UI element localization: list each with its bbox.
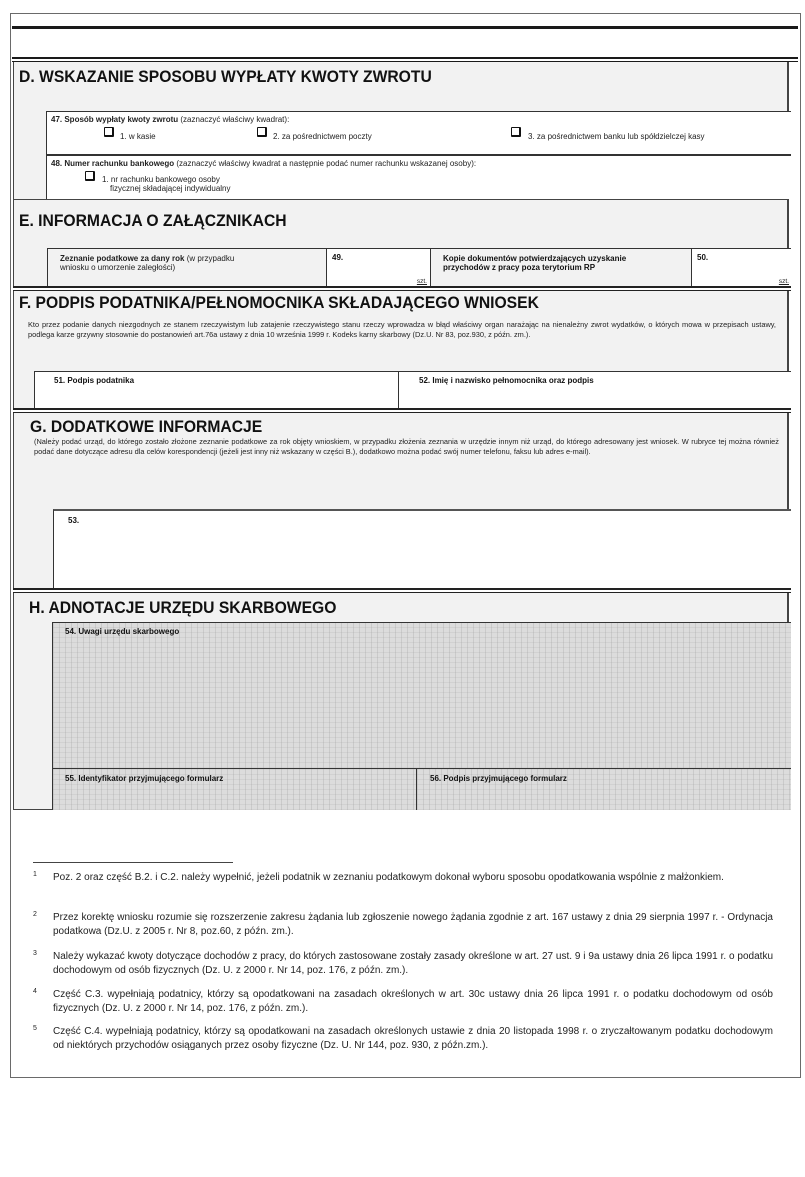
section-f-warning: Kto przez podanie danych niezgodnych ze stanem rzeczywistym lub zatajenie rzeczywistego stanu rzeczy wprowadza w błąd właściwy organ narażając na nienależny zwrot wydatków, o których mowa w przepisach ustawy, podlega karze grzywny stosownie do postanowień art.76a ustawy z dnia 10 września 1999 r. Kodeks karny skarbowy (Dz.U. Nr 83, poz.930, z późn. zm.). [28,320,776,339]
attachment-tax-return-bold: Zeznanie podatkowe za dany rok [60,254,185,263]
footnote-4-number: 4 [33,988,37,995]
field-51-taxpayer-signature[interactable] [35,372,399,409]
field-49-unit: szt. [416,278,427,285]
option-individual-account-line1: 1. nr rachunku bankowego osoby [102,175,220,184]
footnote-5-text: Część C.4. wypełniają podatnicy, którzy są opodatkowani na zasadach określonych ustawie z dnia 20 listopada 1998 r. o zryczałtowanym podatku dochodowym od niektórych przychodów osiąganych przez osoby fizyczne (Dz. U. Nr 144, poz. 930, z późn.zm.). [53,1026,773,1051]
section-f [13,291,789,409]
footnote-3-text: Należy wykazać kwoty dotyczące dochodów z pracy, do których zastosowane zostały zasady określone w art. 27 ust. 9 i 9a ustawy dnia 26 lipca 1991 r. o podatku dochodowym od osób fizycznych (Dz. U. z 2000 r. Nr 14, poz. 176, z późn. zm.). [53,951,773,976]
field-48-label-hint: (zaznaczyć właściwy kwadrat a następnie podać numer rachunku wskazanej osoby): [176,159,477,168]
footnote-5-number: 5 [33,1025,37,1032]
field-50-unit: szt. [778,278,789,285]
section-g [13,413,789,588]
footnote-1-number: 1 [33,871,37,878]
section-e-title: E. INFORMACJA O ZAŁĄCZNIKACH [19,212,287,230]
field-52-label: 52. Imię i nazwisko pełnomocnika oraz podpis [419,376,594,385]
footnote-3-number: 3 [33,950,37,957]
top-rule-2 [12,57,798,59]
attachment-foreign-income-line1: Kopie dokumentów potwierdzających uzyskanie [443,254,627,263]
field-55-receiver-id [52,769,417,810]
option-bank-label: 3. za pośrednictwem banku lub spółdzielczej kasy [528,132,705,141]
field-47-label-bold: 47. Sposób wypłaty kwoty zwrotu [51,115,179,124]
checkbox-cash[interactable] [104,127,114,137]
attachments-table [47,248,791,287]
attachment-foreign-income-label [431,249,692,287]
footnote-2-number: 2 [33,911,37,918]
field-56-receiver-signature [417,769,791,810]
signature-table [34,371,791,409]
field-55-label: 55. Identyfikator przyjmującego formularz [65,774,224,783]
field-50-count[interactable] [692,249,792,287]
checkbox-individual-account[interactable] [85,171,95,181]
field-47-label-hint: (zaznaczyć właściwy kwadrat): [180,115,290,124]
field-51-label: 51. Podpis podatnika [54,376,135,385]
field-54-tax-office-remarks [52,622,791,769]
section-g-title: G. DODATKOWE INFORMACJE [30,418,263,436]
field-49-count[interactable] [327,249,431,287]
field-48-label-bold: 48. Numer rachunku bankowego [51,159,175,168]
attachment-foreign-income-line2: przychodów z pracy poza terytorium RP [443,263,596,272]
attachment-tax-return-hint: (w przypadku [186,254,235,263]
checkbox-bank[interactable] [511,127,521,137]
top-rule [12,26,798,29]
option-cash-label: 1. w kasie [120,132,156,141]
field-56-label: 56. Podpis przyjmującego formularz [430,774,567,783]
field-47-payment-method [46,111,791,155]
attachment-tax-return-line2: wniosku o umorzenie zaległości) [60,263,176,272]
footnote-4-text: Część C.3. wypełniają podatnicy, którzy są opodatkowani na zasadach określonych w art. 30c ustawy dnia 26 lipca 1991 r. o podatku dochodowym od osób fizycznych (Dz. U. z 2000 r. Nr 14, poz. 176, z późn. zm.). [53,989,773,1014]
field-50-label: 50. [697,253,709,262]
attachment-tax-return-label [48,249,327,287]
footnote-1-text: Poz. 2 oraz część B.2. i C.2. należy wypełnić, jeżeli podatnik w zeznaniu podatkowym dokonał wyboru sposobu opodatkowania wspólnie z małżonkiem. [53,872,724,883]
section-d-title: D. WSKAZANIE SPOSOBU WYPŁATY KWOTY ZWROTU [19,68,432,86]
field-48-label [51,159,476,169]
section-e [13,199,789,287]
section-f-title: F. PODPIS PODATNIKA/PEŁNOMOCNIKA SKŁADAJĄCEGO WNIOSEK [19,294,539,312]
field-54-label: 54. Uwagi urzędu skarbowego [65,627,180,636]
section-d [13,62,789,199]
checkbox-post[interactable] [257,127,267,137]
option-post-label: 2. za pośrednictwem poczty [273,132,372,141]
field-49-label: 49. [332,253,344,262]
section-g-note: (Należy podać urząd, do którego zostało złożone zeznanie podatkowe za rok objęty wnioskiem, w przypadku złożenia zeznania w urzędzie innym niż urząd, do którego adresowany jest wniosek. W rubryce tej można również podać dane dotyczące adresu dla celów korespondencji (jeżeli jest inny niż wskazany w części B.), dodatkowo można podać swój numer telefonu, faksu lub adres e-mail). [34,437,779,456]
option-individual-account-line2: fizycznej składającej indywidualny [110,184,231,193]
section-h-title: H. ADNOTACJE URZĘDU SKARBOWEGO [29,599,337,617]
footnote-2-text: Przez korektę wniosku rozumie się rozszerzenie zakresu żądania lub zgłoszenie nowego żądania zgodnie z art. 167 ustawy z dnia 29 sierpnia 1997 r. - Ordynacja podatkowa (Dz.U. z 2005 r. Nr 8, poz.60, z późn. zm.). [53,912,773,937]
field-52-proxy-signature[interactable] [399,372,791,409]
section-h [13,593,789,810]
footnote-rule [33,862,233,863]
field-53-additional-info[interactable] [53,509,791,588]
field-47-label [51,115,289,125]
field-53-label: 53. [68,516,80,525]
field-48-bank-account [46,155,791,199]
